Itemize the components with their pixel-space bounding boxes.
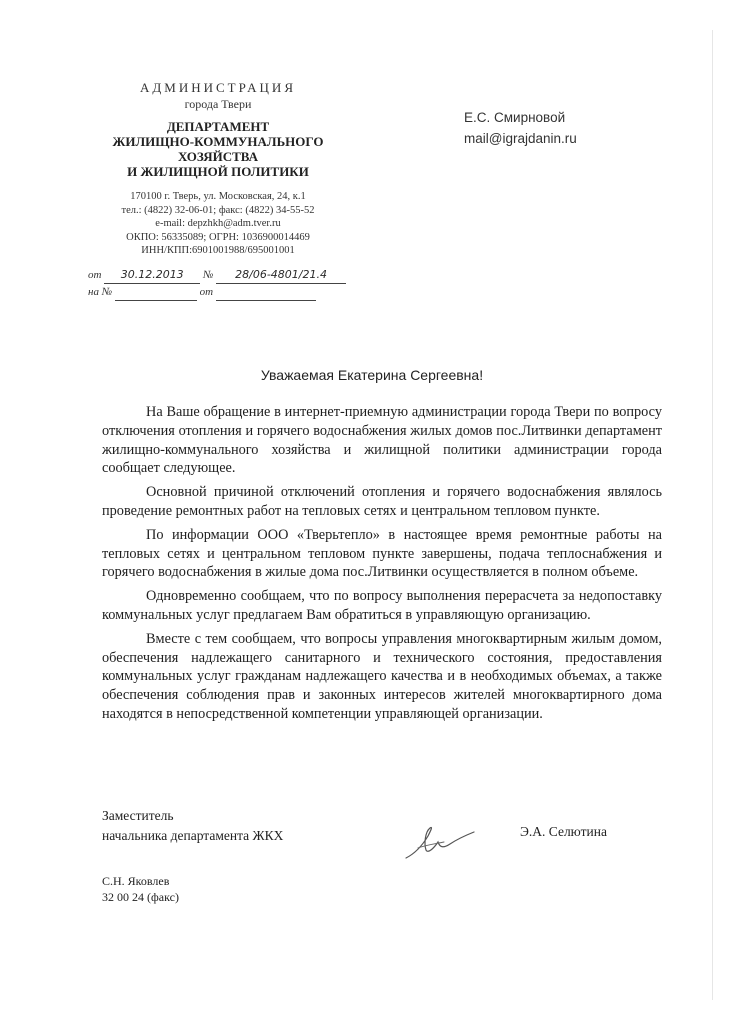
ref-line-incoming xyxy=(88,284,346,301)
from-label: от xyxy=(88,269,102,281)
letter-body xyxy=(102,403,662,729)
department-line: И ЖИЛИЩНОЙ ПОЛИТИКИ xyxy=(127,164,309,179)
handwritten-signature xyxy=(400,818,480,866)
salutation: Уважаемая Екатерина Сергеевна! xyxy=(260,367,484,383)
city-name: города Твери xyxy=(184,97,252,111)
department-name xyxy=(68,119,368,179)
paragraph: Основной причиной отключений отопления и горячего водоснабжения являлось проведение ремонтных работ на тепловых сетях и центральном тепловом пункте. xyxy=(102,484,662,519)
paragraph: По информации ООО «Тверьтепло» в настоящее время ремонтные работы на тепловых сетях и центральном тепловом пункте завершены, подача теплоснабжения и горячего водоснабжения в жилые дома пос.Литвинки осуществляется в полном объеме. xyxy=(102,526,662,581)
signatory-name: Э.А. Селютина xyxy=(520,824,607,839)
department-line: ХОЗЯЙСТВА xyxy=(177,149,258,164)
incoming-number-blank xyxy=(115,300,197,301)
executor-phone: 32 00 24 (факс) xyxy=(102,890,179,904)
executor-name: С.Н. Яковлев xyxy=(102,874,170,888)
ref-line-outgoing xyxy=(88,266,346,284)
admin-title: АДМИНИСТРАЦИЯ xyxy=(140,80,296,95)
recipient-block xyxy=(464,107,577,149)
on-label: на № xyxy=(88,286,113,298)
on-from-label: от xyxy=(199,286,214,298)
paragraph: На Ваше обращение в интернет-приемную администрации города Твери по вопросу отключения отопления и горячего водоснабжения жилых домов пос.Литвинки департамент жилищно-коммунального хозяйства и жилищной политики администрации города сообщает следующее. xyxy=(102,404,662,477)
phone-line: тел.: (4822) 32-06-01; факс: (4822) 34-55-52 xyxy=(121,204,315,216)
outgoing-reference xyxy=(88,266,346,301)
recipient-name: Е.С. Смирновой xyxy=(464,110,566,125)
signatory-position xyxy=(102,806,283,846)
inn-line: ИНН/КПП:6901001988/695001001 xyxy=(141,245,295,256)
email-line: e-mail: depzhkh@adm.tver.ru xyxy=(155,218,281,229)
scan-edge-line xyxy=(712,30,713,1000)
incoming-date-blank xyxy=(216,300,316,301)
executor-block xyxy=(102,873,179,905)
address-line: 170100 г. Тверь, ул. Московская, 24, к.1 xyxy=(130,191,306,202)
letterhead xyxy=(68,80,368,258)
paragraph: Одновременно сообщаем, что по вопросу выполнения перерасчета за недопоставку коммунальных услуг предлагаем Вам обратиться в управляющую организацию. xyxy=(102,588,662,623)
department-line: ЖИЛИЩНО-КОММУНАЛЬНОГО xyxy=(112,134,324,149)
position-line: начальника департамента ЖКХ xyxy=(102,828,284,843)
number-value: 28/06-4801/21.4 xyxy=(216,266,346,284)
position-line: Заместитель xyxy=(102,808,174,823)
number-label: № xyxy=(202,269,214,281)
date-value: 30.12.2013 xyxy=(104,266,200,284)
paragraph: Вместе с тем сообщаем, что вопросы управления многоквартирным жилым домом, обеспечения надлежащего санитарного и технического состояния, предоставления коммунальных услуг гражданам надлежащего качества и в необходимых объемах, а также обеспечения соблюдения прав и законных интересов жителей многоквартирного дома находятся в непосредственной компетенции управляющей организации. xyxy=(102,630,662,722)
recipient-email: mail@igrajdanin.ru xyxy=(464,131,577,146)
contact-block xyxy=(68,190,368,258)
department-line: ДЕПАРТАМЕНТ xyxy=(166,119,270,134)
okpo-line: ОКПО: 56335089; ОГРН: 1036900014469 xyxy=(126,231,310,243)
